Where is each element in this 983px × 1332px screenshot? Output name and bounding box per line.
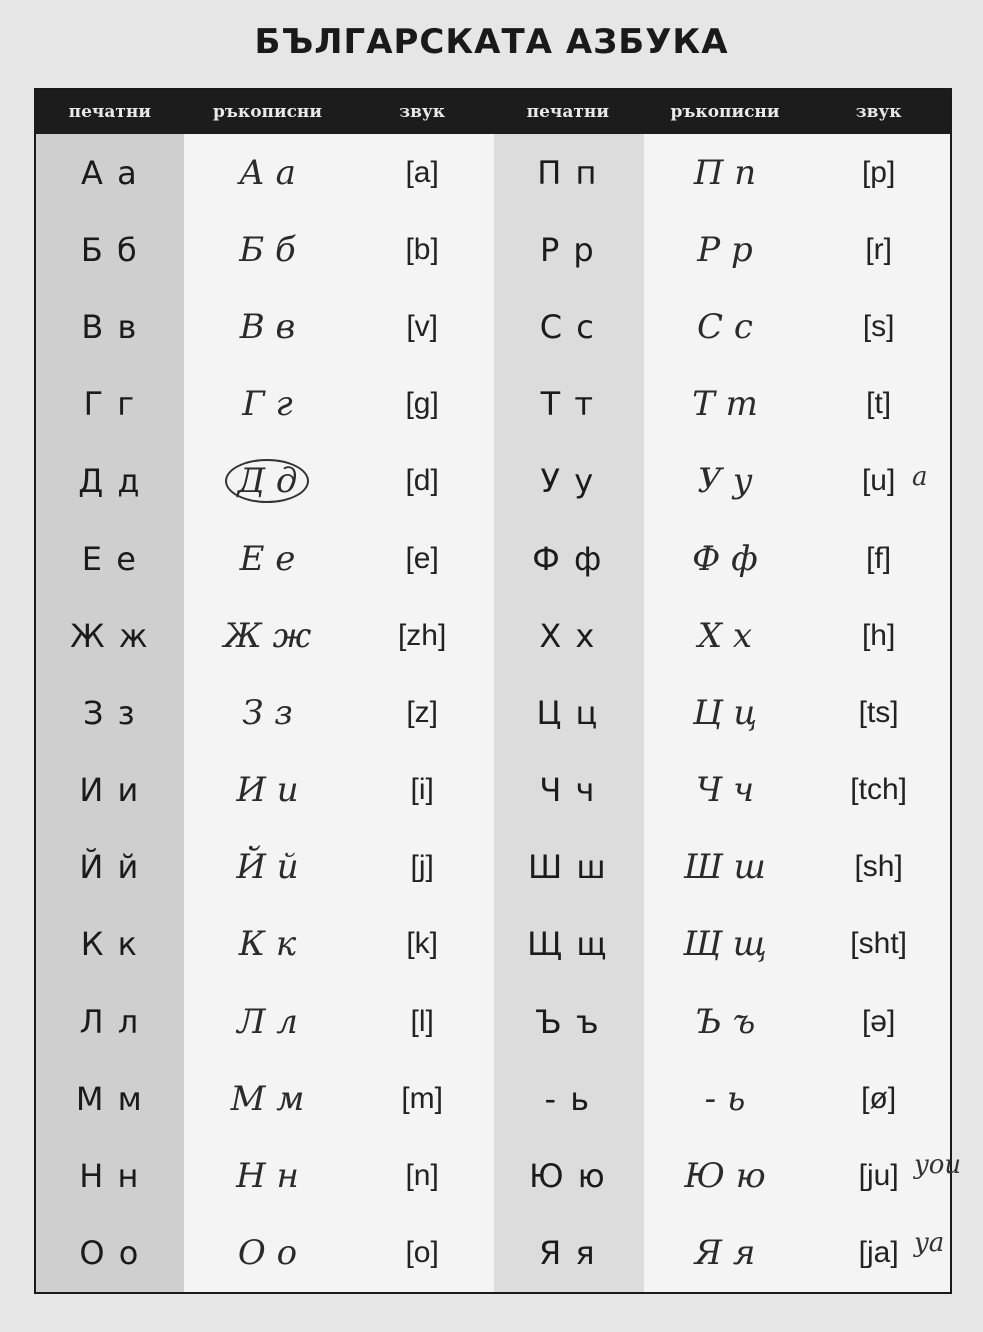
sound-transcription: [g]: [405, 387, 439, 421]
table-row: [36, 134, 950, 211]
handwritten-note: you: [914, 1150, 962, 1180]
page-title: БЪЛГАРСКАТА АЗБУКА: [254, 22, 729, 62]
handwritten-letters: Ц ц: [692, 692, 758, 733]
sound-transcription: [l]: [410, 1004, 434, 1038]
sound-transcription: [h]: [861, 618, 896, 652]
printed-letters: Ц ц: [536, 693, 600, 732]
printed-letters: Г г: [83, 385, 137, 424]
table-body: [36, 134, 950, 1292]
table-row: [36, 674, 950, 751]
table-row: [36, 366, 950, 443]
printed-letters: Р р: [539, 230, 596, 269]
handwritten-letters: Щ щ: [683, 924, 767, 965]
sound-transcription: [j]: [410, 850, 434, 884]
printed-letters: Ш ш: [528, 848, 608, 887]
sound-transcription: [sh]: [854, 850, 903, 884]
handwritten-letters: - ь: [704, 1078, 746, 1119]
printed-letters: Щ щ: [527, 925, 609, 964]
printed-letters: У у: [540, 462, 596, 501]
sound-transcription: [p]: [861, 155, 896, 189]
printed-letters: Б б: [80, 230, 139, 269]
table-row: [36, 829, 950, 906]
printed-letters: В в: [81, 307, 139, 346]
handwritten-letters: Н н: [236, 1156, 299, 1197]
sound-transcription: [b]: [405, 232, 439, 266]
sound-transcription: [i]: [410, 773, 434, 807]
circled-handwritten-letters: Д д: [225, 459, 309, 503]
sound-transcription: [ja]: [858, 1236, 899, 1270]
table-row: [36, 211, 950, 288]
printed-letters: Ж ж: [70, 616, 150, 655]
handwritten-letters: З з: [242, 692, 293, 733]
table-row: [36, 443, 950, 520]
printed-letters: Т т: [540, 385, 596, 424]
header-sound-2: звук: [855, 102, 902, 122]
printed-letters: П п: [537, 153, 599, 192]
sound-transcription: [n]: [405, 1159, 439, 1193]
handwritten-letters: Х х: [697, 615, 753, 656]
table-row: [36, 1215, 950, 1292]
handwritten-letters: Е е: [239, 538, 296, 579]
handwritten-letters: И и: [236, 770, 299, 811]
printed-letters: Я я: [539, 1234, 597, 1273]
printed-letters: Х х: [539, 616, 597, 655]
handwritten-letters: Ю ю: [684, 1156, 766, 1197]
sound-transcription: [ə]: [861, 1004, 896, 1038]
printed-letters: А а: [81, 153, 139, 192]
printed-letters: С с: [539, 307, 596, 346]
handwritten-letters: Ъ ъ: [694, 1001, 756, 1042]
sound-transcription: [e]: [405, 541, 439, 575]
sound-transcription: [v]: [406, 309, 438, 343]
header-printed-1: печатни: [68, 102, 151, 122]
table-row: [36, 597, 950, 674]
printed-letters: Ч ч: [539, 771, 597, 810]
sound-transcription: [f]: [866, 541, 892, 575]
handwritten-letters: Г г: [242, 384, 293, 425]
header-printed-2: печатни: [526, 102, 609, 122]
handwritten-letters: Ж ж: [223, 615, 312, 656]
printed-letters: Е е: [81, 539, 138, 578]
handwritten-letters: Й й: [236, 847, 299, 888]
header-handwritten-1: ръкописни: [212, 102, 322, 122]
printed-letters: К к: [80, 925, 139, 964]
handwritten-letters: Ч ч: [695, 770, 755, 811]
sound-transcription: [d]: [405, 464, 439, 498]
printed-letters: О о: [79, 1234, 141, 1273]
printed-letters: Н н: [79, 1157, 141, 1196]
handwritten-letters: Б б: [239, 229, 296, 270]
sound-transcription: [m]: [401, 1081, 443, 1115]
table-row: [36, 288, 950, 365]
printed-letters: Ф ф: [532, 539, 604, 578]
handwritten-letters: Р р: [697, 229, 753, 270]
handwritten-letters: П п: [693, 152, 757, 193]
printed-letters: З з: [82, 693, 137, 732]
handwritten-letters: В в: [239, 306, 296, 347]
alphabet-table: [34, 88, 952, 1294]
table-row: [36, 752, 950, 829]
handwritten-letters: Т т: [692, 384, 758, 425]
header-handwritten-2: ръкописни: [670, 102, 780, 122]
printed-letters: Л л: [79, 1002, 141, 1041]
printed-letters: Д д: [78, 462, 142, 501]
handwritten-letters: У у: [697, 461, 753, 502]
sound-transcription: [z]: [406, 695, 438, 729]
sound-transcription: [ju]: [858, 1159, 899, 1193]
printed-letters: Й й: [79, 848, 141, 887]
printed-letters: М м: [75, 1079, 144, 1118]
sound-transcription: [tch]: [850, 773, 907, 807]
handwritten-letters: М м: [230, 1078, 305, 1119]
handwritten-letters: О о: [237, 1233, 298, 1274]
table-header: [36, 90, 950, 134]
sound-transcription: [s]: [862, 309, 895, 343]
handwritten-letters: Ш ш: [684, 847, 766, 888]
sound-transcription: [o]: [405, 1236, 439, 1270]
handwritten-note: ya: [914, 1228, 945, 1258]
table-row: [36, 520, 950, 597]
printed-letters: Ъ ъ: [535, 1002, 601, 1041]
header-sound-1: звук: [399, 102, 446, 122]
table-row: [36, 1060, 950, 1137]
sound-transcription: [a]: [405, 155, 439, 189]
printed-letters: Ю ю: [529, 1157, 607, 1196]
table-row: [36, 1137, 950, 1214]
sound-transcription: [ø]: [861, 1081, 897, 1115]
table-row: [36, 983, 950, 1060]
sound-transcription: [k]: [406, 927, 438, 961]
handwritten-letters: К к: [238, 924, 297, 965]
handwritten-letters: Л л: [237, 1001, 298, 1042]
printed-letters: И и: [79, 771, 141, 810]
sound-transcription: [r]: [865, 232, 892, 266]
sound-transcription: [sht]: [850, 927, 907, 961]
handwritten-letters: [184, 459, 352, 503]
handwritten-letters: А а: [239, 152, 296, 193]
table-row: [36, 906, 950, 983]
sound-transcription: [t]: [866, 387, 892, 421]
sound-transcription: [ts]: [858, 695, 899, 729]
handwritten-letters: Я я: [694, 1233, 756, 1274]
sound-transcription: [u]: [861, 464, 896, 498]
handwritten-note: a: [912, 462, 928, 492]
sound-transcription: [zh]: [397, 618, 447, 652]
handwritten-letters: Ф ф: [692, 538, 758, 579]
printed-letters: - ь: [544, 1079, 592, 1118]
handwritten-letters: С с: [697, 306, 753, 347]
